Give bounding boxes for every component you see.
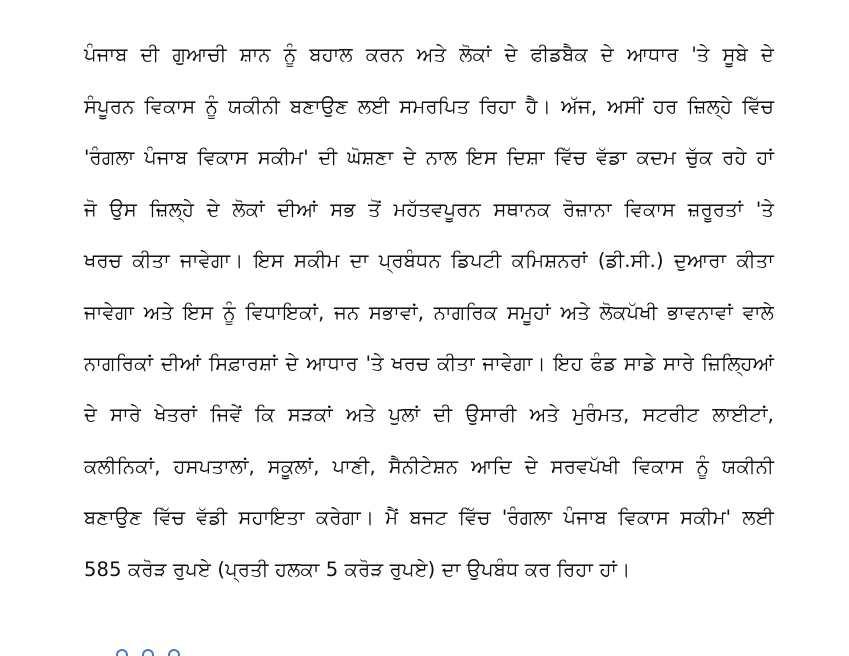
paragraph-line-5: ਖਰਚ ਕੀਤਾ ਜਾਵੇਗਾ। ਇਸ ਸਕੀਮ ਦਾ ਪ੍ਰਬੰਧਨ ਡਿਪਟੀ ਕਮਿਸ਼ਨਰਾਂ (ਡੀ.ਸੀ.) ਦੁਆਰਾ ਕੀਤਾ <box>84 249 774 272</box>
circle-icon <box>142 649 154 656</box>
paragraph-line-4: ਜੋ ਉਸ ਜ਼ਿਲ੍ਹੇ ਦੇ ਲੋਕਾਂ ਦੀਆਂ ਸਭ ਤੋਂ ਮਹੱਤਵਪੂਰਨ ਸਥਾਨਕ ਰੋਜ਼ਾਨਾ ਵਿਕਾਸ ਜ਼ਰੂਰਤਾਂ 'ਤੇ <box>84 198 774 221</box>
circle-icon <box>116 649 128 656</box>
paragraph-line-11: 585 ਕਰੋੜ ਰੁਪਏ (ਪ੍ਰਤੀ ਹਲਕਾ 5 ਕਰੋੜ ਰੁਪਏ) ਦਾ ਉਪਬੰਧ ਕਰ ਰਿਹਾ ਹਾਂ। <box>84 558 631 581</box>
paragraph-line-2: ਸੰਪੂਰਨ ਵਿਕਾਸ ਨੂੰ ਯਕੀਨੀ ਬਣਾਉਣ ਲਈ ਸਮਰਪਿਤ ਰਿਹਾ ਹੈ। ਅੱਜ, ਅਸੀਂ ਹਰ ਜ਼ਿਲ੍ਹੇ ਵਿੱਚ <box>84 95 774 118</box>
paragraph-line-8: ਦੇ ਸਾਰੇ ਖੇਤਰਾਂ ਜਿਵੇਂ ਕਿ ਸੜਕਾਂ ਅਤੇ ਪੁਲਾਂ ਦੀ ਉਸਾਰੀ ਅਤੇ ਮੁਰੰਮਤ, ਸਟਰੀਟ ਲਾਈਟਾਂ, <box>84 403 774 426</box>
paragraph-line-6: ਜਾਵੇਗਾ ਅਤੇ ਇਸ ਨੂੰ ਵਿਧਾਇਕਾਂ, ਜਨ ਸਭਾਵਾਂ, ਨਾਗਰਿਕ ਸਮੂਹਾਂ ਅਤੇ ਲੋਕਪੱਖੀ ਭਾਵਨਾਵਾਂ ਵਾਲੇ <box>84 301 774 324</box>
paragraph-line-3: 'ਰੰਗਲਾ ਪੰਜਾਬ ਵਿਕਾਸ ਸਕੀਮ' ਦੀ ਘੋਸ਼ਣਾ ਦੇ ਨਾਲ ਇਸ ਦਿਸ਼ਾ ਵਿੱਚ ਵੱਡਾ ਕਦਮ ਚੁੱਕ ਰਹੇ ਹਾਂ <box>84 146 774 169</box>
blue-circle-ornament-icon <box>98 641 188 656</box>
paragraph-line-1: ਪੰਜਾਬ ਦੀ ਗੁਆਚੀ ਸ਼ਾਨ ਨੂੰ ਬਹਾਲ ਕਰਨ ਅਤੇ ਲੋਕਾਂ ਦੇ ਫੀਡਬੈਕ ਦੇ ਆਧਾਰ 'ਤੇ ਸੂਬੇ ਦੇ <box>84 43 774 66</box>
paragraph-line-7: ਨਾਗਰਿਕਾਂ ਦੀਆਂ ਸਿਫ਼ਾਰਸ਼ਾਂ ਦੇ ਆਧਾਰ 'ਤੇ ਖਰਚ ਕੀਤਾ ਜਾਵੇਗਾ। ਇਹ ਫੰਡ ਸਾਡੇ ਸਾਰੇ ਜ਼ਿਲ੍ਹਿਆਂ <box>84 352 774 375</box>
paragraph-line-10: ਬਣਾਉਣ ਵਿੱਚ ਵੱਡੀ ਸਹਾਇਤਾ ਕਰੇਗਾ। ਮੈਂ ਬਜਟ ਵਿੱਚ 'ਰੰਗਲਾ ਪੰਜਾਬ ਵਿਕਾਸ ਸਕੀਮ' ਲਈ <box>84 506 774 529</box>
paragraph-line-9: ਕਲੀਨਿਕਾਂ, ਹਸਪਤਾਲਾਂ, ਸਕੂਲਾਂ, ਪਾਣੀ, ਸੈਨੀਟੇਸ਼ਨ ਆਦਿ ਦੇ ਸਰਵਪੱਖੀ ਵਿਕਾਸ ਨੂੰ ਯਕੀਨੀ <box>84 455 774 478</box>
circle-icon <box>168 649 180 656</box>
